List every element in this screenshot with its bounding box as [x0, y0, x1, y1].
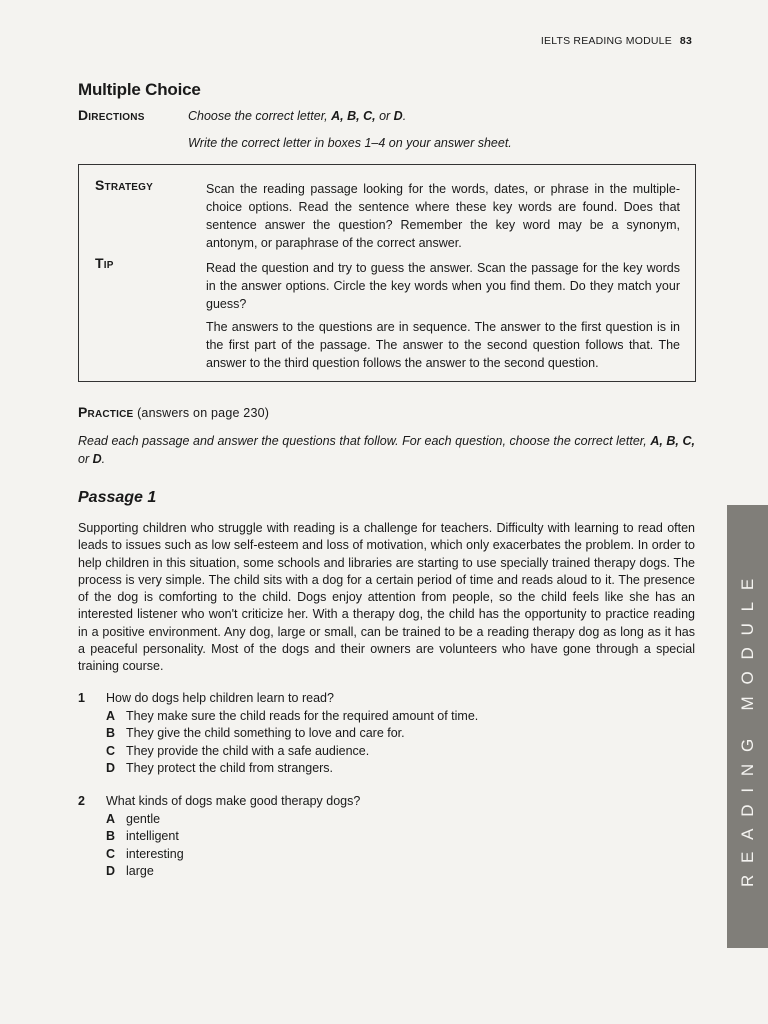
option-text: large	[126, 864, 154, 878]
question-text: How do dogs help children learn to read?	[106, 691, 334, 705]
answer-option	[78, 760, 678, 778]
directions-line-1	[188, 109, 406, 123]
directions-label: Directions	[78, 107, 145, 123]
option-text: They make sure the child reads for the required amount of time.	[126, 708, 479, 723]
header-module-name: IELTS READING MODULE	[540, 35, 672, 47]
question-1-stem	[78, 690, 678, 708]
answer-option	[78, 725, 678, 743]
option-letter: B	[106, 726, 116, 740]
answer-option	[78, 708, 678, 726]
practice-instructions	[78, 432, 695, 468]
option-text: gentle	[126, 811, 161, 826]
strategy-label: Strategy	[95, 177, 153, 193]
passage-text: Supporting children who struggle with reading is a challenge for teachers. Difficulty with learning to read often leads to issues such as low self-esteem and loss of motivation, which only exacerbates the problem. In order to help children in this situation, some schools and libraries are starting to use specially trained therapy dogs. The process is very simple. The child sits with a dog for a certain period of time and reads aloud to it. The presence of the dog is comforting to the child. Dogs enjoy attention from people, so the child feels like she has an interested listener who won't criticize her. With a therapy dog, the child has the opportunity to practice reading in a positive environment. Any dog, large or small, can be trained to be a reading therapy dog as long as it has a peaceful personality. Most of the dogs and their owners are volunteers who have gone through a special training course.	[78, 521, 695, 674]
question-2-stem	[78, 793, 678, 811]
answer-option	[78, 863, 678, 881]
practice-answers-note: (answers on page 230)	[133, 406, 270, 420]
question-2	[78, 793, 678, 881]
strategy-tip-box	[78, 164, 696, 382]
option-letter: D	[106, 864, 116, 878]
answer-option	[78, 811, 678, 829]
question-text: What kinds of dogs make good therapy dogs?	[106, 794, 361, 808]
answer-option	[78, 846, 678, 864]
option-text: interesting	[126, 846, 184, 861]
option-letter: A	[106, 708, 116, 723]
page-number: 83	[679, 35, 692, 47]
section-title: Multiple Choice	[78, 80, 201, 99]
reading-module-side-tab	[727, 505, 768, 948]
answer-option	[78, 743, 678, 761]
option-text: intelligent	[126, 829, 179, 843]
answer-option	[78, 828, 678, 846]
option-text: They provide the child with a safe audience.	[126, 743, 370, 758]
option-letter: D	[106, 761, 116, 775]
side-tab-label: READING MODULE	[737, 566, 757, 887]
option-letter: C	[106, 846, 116, 861]
passage-title: Passage 1	[78, 489, 157, 506]
practice-instr-or: or	[78, 452, 93, 466]
practice-label: Practice	[78, 404, 134, 420]
strategy-text: Scan the reading passage looking for the words, dates, or phrase in the multiple-choice options. Read the sentence where these key words are found. Does that sentence answer the question? Remember the key word may be a synonym, antonym, or paraphrase of the correct answer.	[206, 182, 680, 250]
question-number: 2	[78, 794, 85, 808]
practice-instr-d: D	[92, 452, 102, 466]
directions-line-1-d: D	[393, 109, 403, 123]
question-number: 1	[78, 691, 85, 705]
option-letter: A	[106, 811, 116, 826]
tip-text-1: Read the question and try to guess the answer. Scan the passage for the key words in the answer options. Circle the key words when you find them. Do they match your guess?	[206, 261, 680, 311]
tip-text-2: The answers to the questions are in sequence. The answer to the first question is in the first part of the passage. The answer to the second question follows that. The answer to the third question follows the answer to the second question.	[206, 320, 680, 370]
practice-heading	[78, 404, 269, 420]
directions-line-1-end: .	[402, 109, 407, 123]
option-text: They give the child something to love and care for.	[126, 726, 405, 740]
practice-instr-letters: A, B, C,	[650, 434, 695, 448]
tip-label: Tip	[95, 255, 114, 271]
option-text: They protect the child from strangers.	[126, 761, 334, 775]
running-header	[541, 35, 692, 47]
option-letter: C	[106, 743, 116, 758]
directions-line-1-letters: A, B, C,	[331, 109, 376, 123]
question-1	[78, 690, 678, 778]
practice-instr-pre: Read each passage and answer the questions that follow. For each question, choose the correct letter,	[78, 434, 651, 448]
directions-line-2: Write the correct letter in boxes 1–4 on your answer sheet.	[188, 136, 512, 150]
directions-line-1-or: or	[375, 109, 394, 123]
directions-line-1-pre: Choose the correct letter,	[188, 109, 332, 123]
practice-instr-end: .	[101, 452, 106, 466]
option-letter: B	[106, 829, 116, 843]
